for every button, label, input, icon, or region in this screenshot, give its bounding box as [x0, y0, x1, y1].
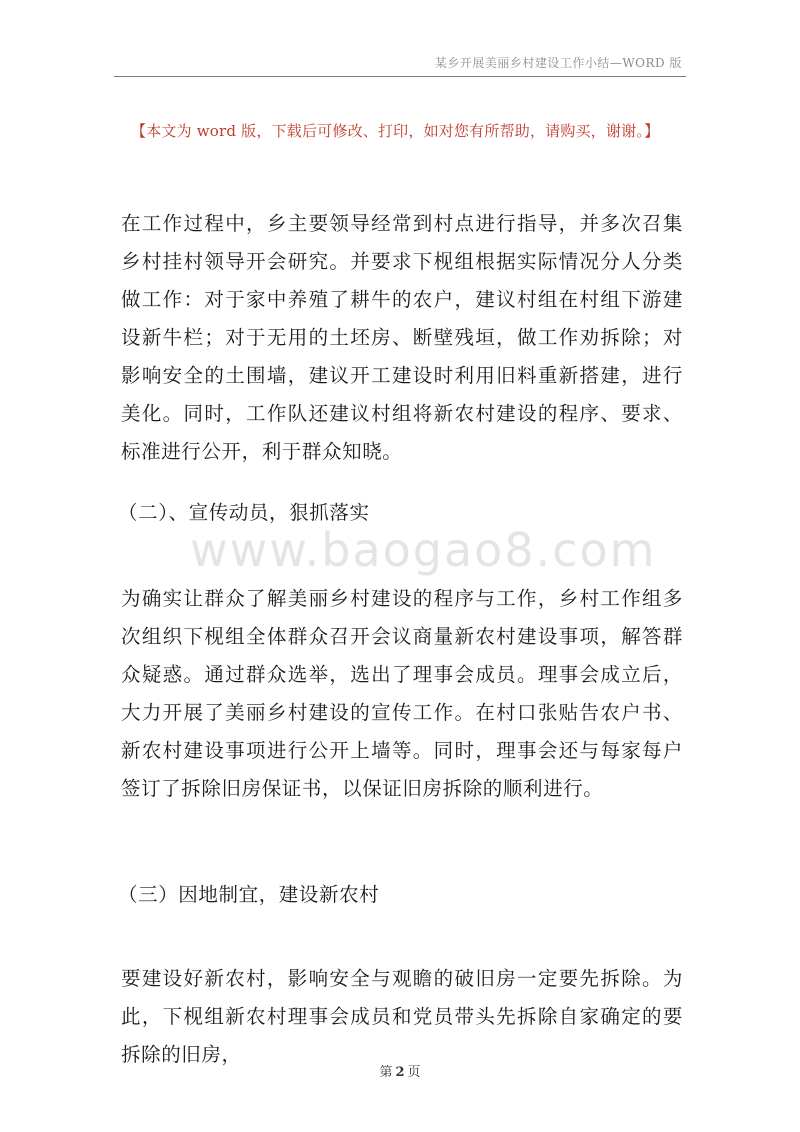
- purchase-notice: 【本文为 word 版，下载后可修改、打印，如对您有所帮助，请购买，谢谢。】: [131, 122, 660, 140]
- paragraph-2: 为确实让群众了解美丽乡村建设的程序与工作，乡村工作组多次组织下枧组全体群众召开会议商量新农村建设事项，解答群众疑惑。通过群众选举，选出了理事会成员。理事会成立后，大力开展了美丽乡村建设的宣传工作。在村口张贴告农户书、新农村建设事项进行公开上墙等。同时，理事会还与每家每户签订了拆除旧房保证书，以保证旧房拆除的顺利进行。: [121, 587, 683, 800]
- page-number: 2: [395, 1065, 405, 1080]
- page-number-prefix: 第: [379, 1065, 393, 1080]
- paragraph-3: 要建设好新农村，影响安全与观瞻的破旧房一定要先拆除。为此，下枧组新农村理事会成员和党员带头先拆除自家确定的要拆除的旧房，: [121, 967, 683, 1066]
- section-heading-2: （二）、宣传动员，狠抓落实: [118, 501, 370, 524]
- header-title: 某乡开展美丽乡村建设工作小结—WORD 版: [434, 56, 682, 70]
- section-heading-3: （三）因地制宜，建设新农村: [118, 883, 380, 906]
- page-number-suffix: 页: [407, 1065, 421, 1080]
- paragraph-1: 在工作过程中，乡主要领导经常到村点进行指导，并多次召集乡村挂村领导开会研究。并要求下枧组根据实际情况分人分类做工作：对于家中养殖了耕牛的农户，建议村组在村组下游建设新牛栏；对于无用的土坯房、断壁残垣，做工作劝拆除；对影响安全的土围墙，建议开工建设时利用旧料重新搭建，进行美化。同时，工作队还建议村组将新农村建设的程序、要求、标准进行公开，利于群众知晓。: [121, 212, 683, 463]
- watermark: www.baogao8.com: [190, 523, 657, 577]
- header-divider: [114, 76, 686, 77]
